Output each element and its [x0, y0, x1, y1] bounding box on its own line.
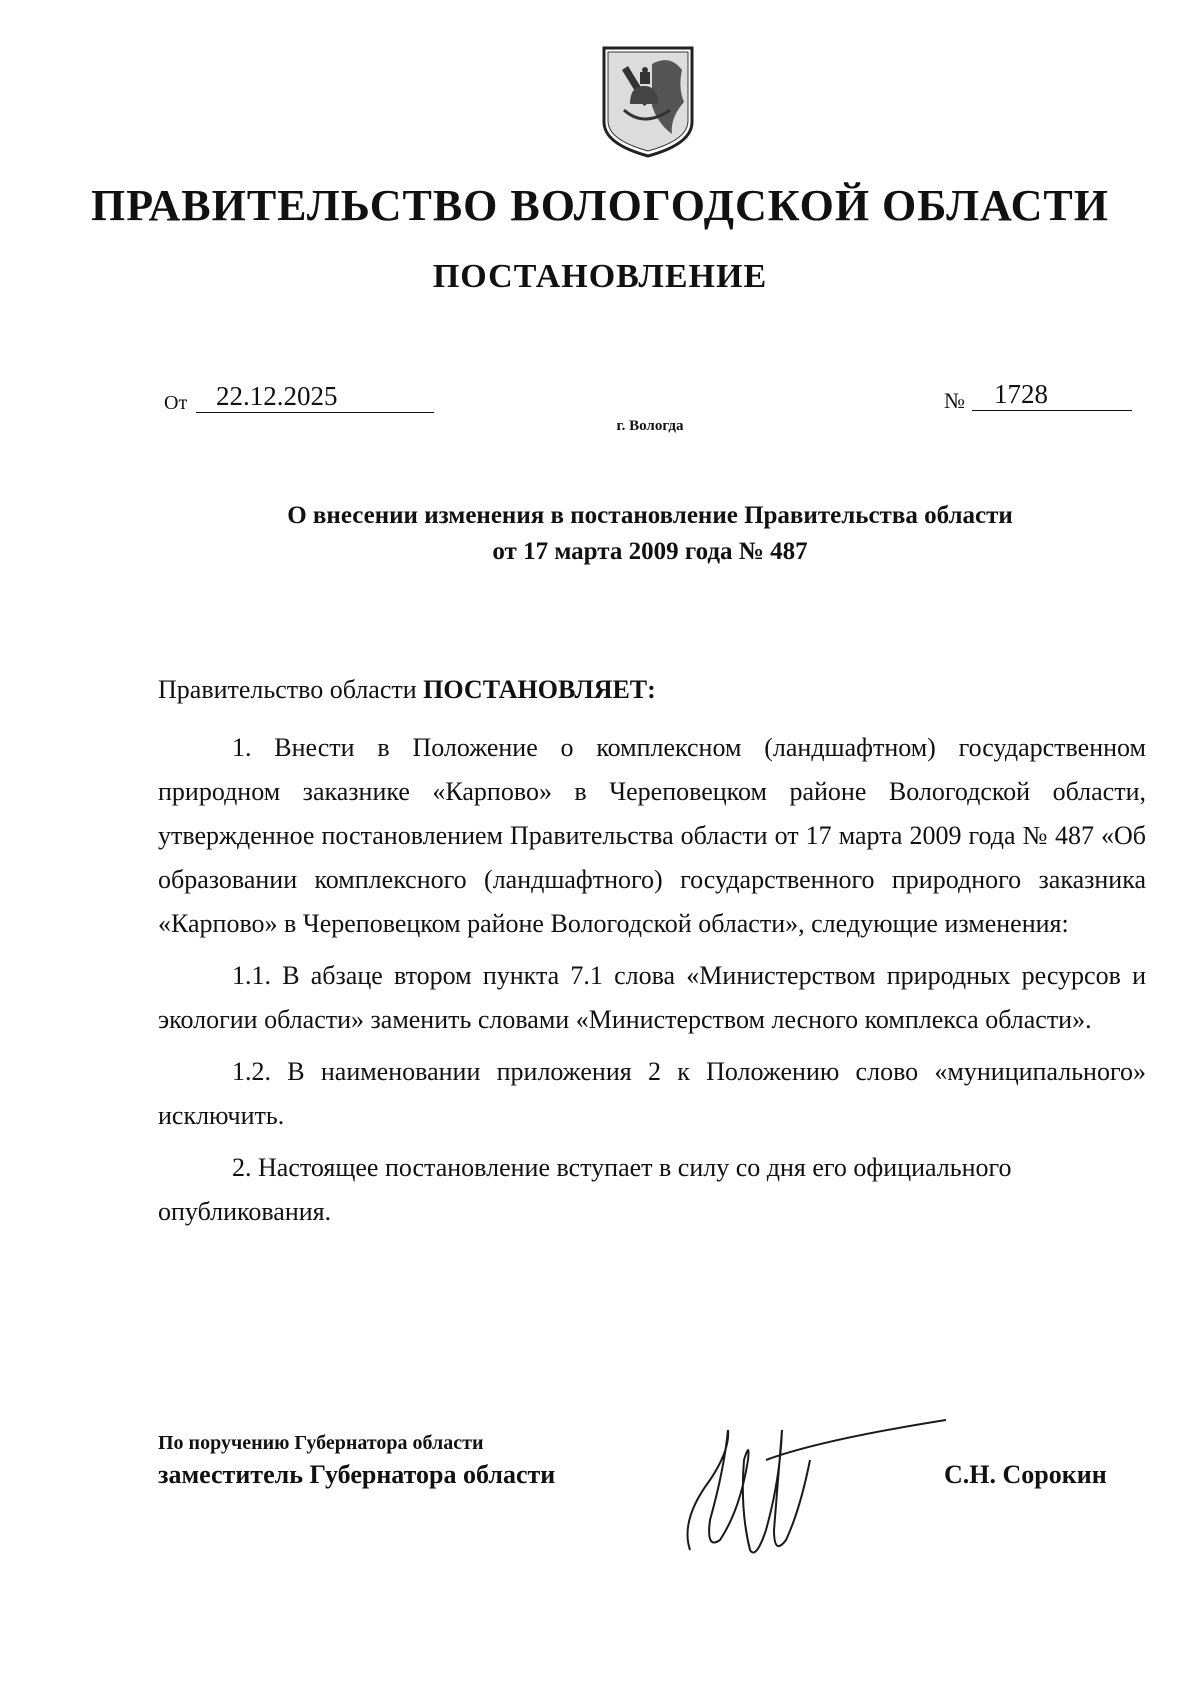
paragraph-1-2: 1.2. В наименовании приложения 2 к Положению слово «муниципального» исключить. [158, 1057, 1146, 1130]
organization-title: ПРАВИТЕЛЬСТВО ВОЛОГОДСКОЙ ОБЛАСТИ [91, 181, 1109, 230]
document-type-heading: ПОСТАНОВЛЕНИЕ [432, 258, 768, 295]
document-body [158, 668, 1146, 1242]
signatory-authority: По поручению Губернатора области [158, 1432, 484, 1454]
date-prefix: От [164, 392, 188, 414]
city-label: г. Вологда [616, 418, 684, 434]
number-sign: № [944, 388, 965, 413]
subject-line-1: О внесении изменения в постановление Правительства области [287, 502, 1013, 529]
paragraph-1: 1. Внести в Положение о комплексном (ландшафтном) государственном природном заказнике «Карпово» в Череповецком районе Вологодской области, утвержденное постановлением Правительства области от 17 марта 2009 года № 487 «Об образовании комплексного (ландшафтного) государственного природного заказника «Карпово» в Череповецком районе Вологодской области», следующие изменения: [158, 733, 1146, 938]
signatory-name: С.Н. Сорокин [944, 1460, 1107, 1489]
coat-of-arms-emblem [600, 44, 696, 160]
subject-line-2: от 17 марта 2009 года № 487 [492, 538, 808, 565]
intro-paragraph [158, 668, 1146, 712]
paragraph-2: 2. Настоящее постановление вступает в силу со дня его официального опубликования. [158, 1153, 1012, 1226]
paragraph-1-1: 1.1. В абзаце втором пункта 7.1 слова «Министерством природных ресурсов и экологии области» заменить словами «Министерством лесного комплекса области». [158, 961, 1146, 1034]
handwritten-signature [670, 1400, 946, 1572]
signatory-position: заместитель Губернатора области [158, 1460, 556, 1489]
document-date: 22.12.2025 [196, 380, 434, 413]
intro-text: Правительство области [158, 675, 424, 704]
document-number: 1728 [972, 378, 1132, 411]
document-subject [200, 498, 1100, 570]
intro-decree-word: ПОСТАНОВЛЯЕТ: [423, 675, 656, 704]
